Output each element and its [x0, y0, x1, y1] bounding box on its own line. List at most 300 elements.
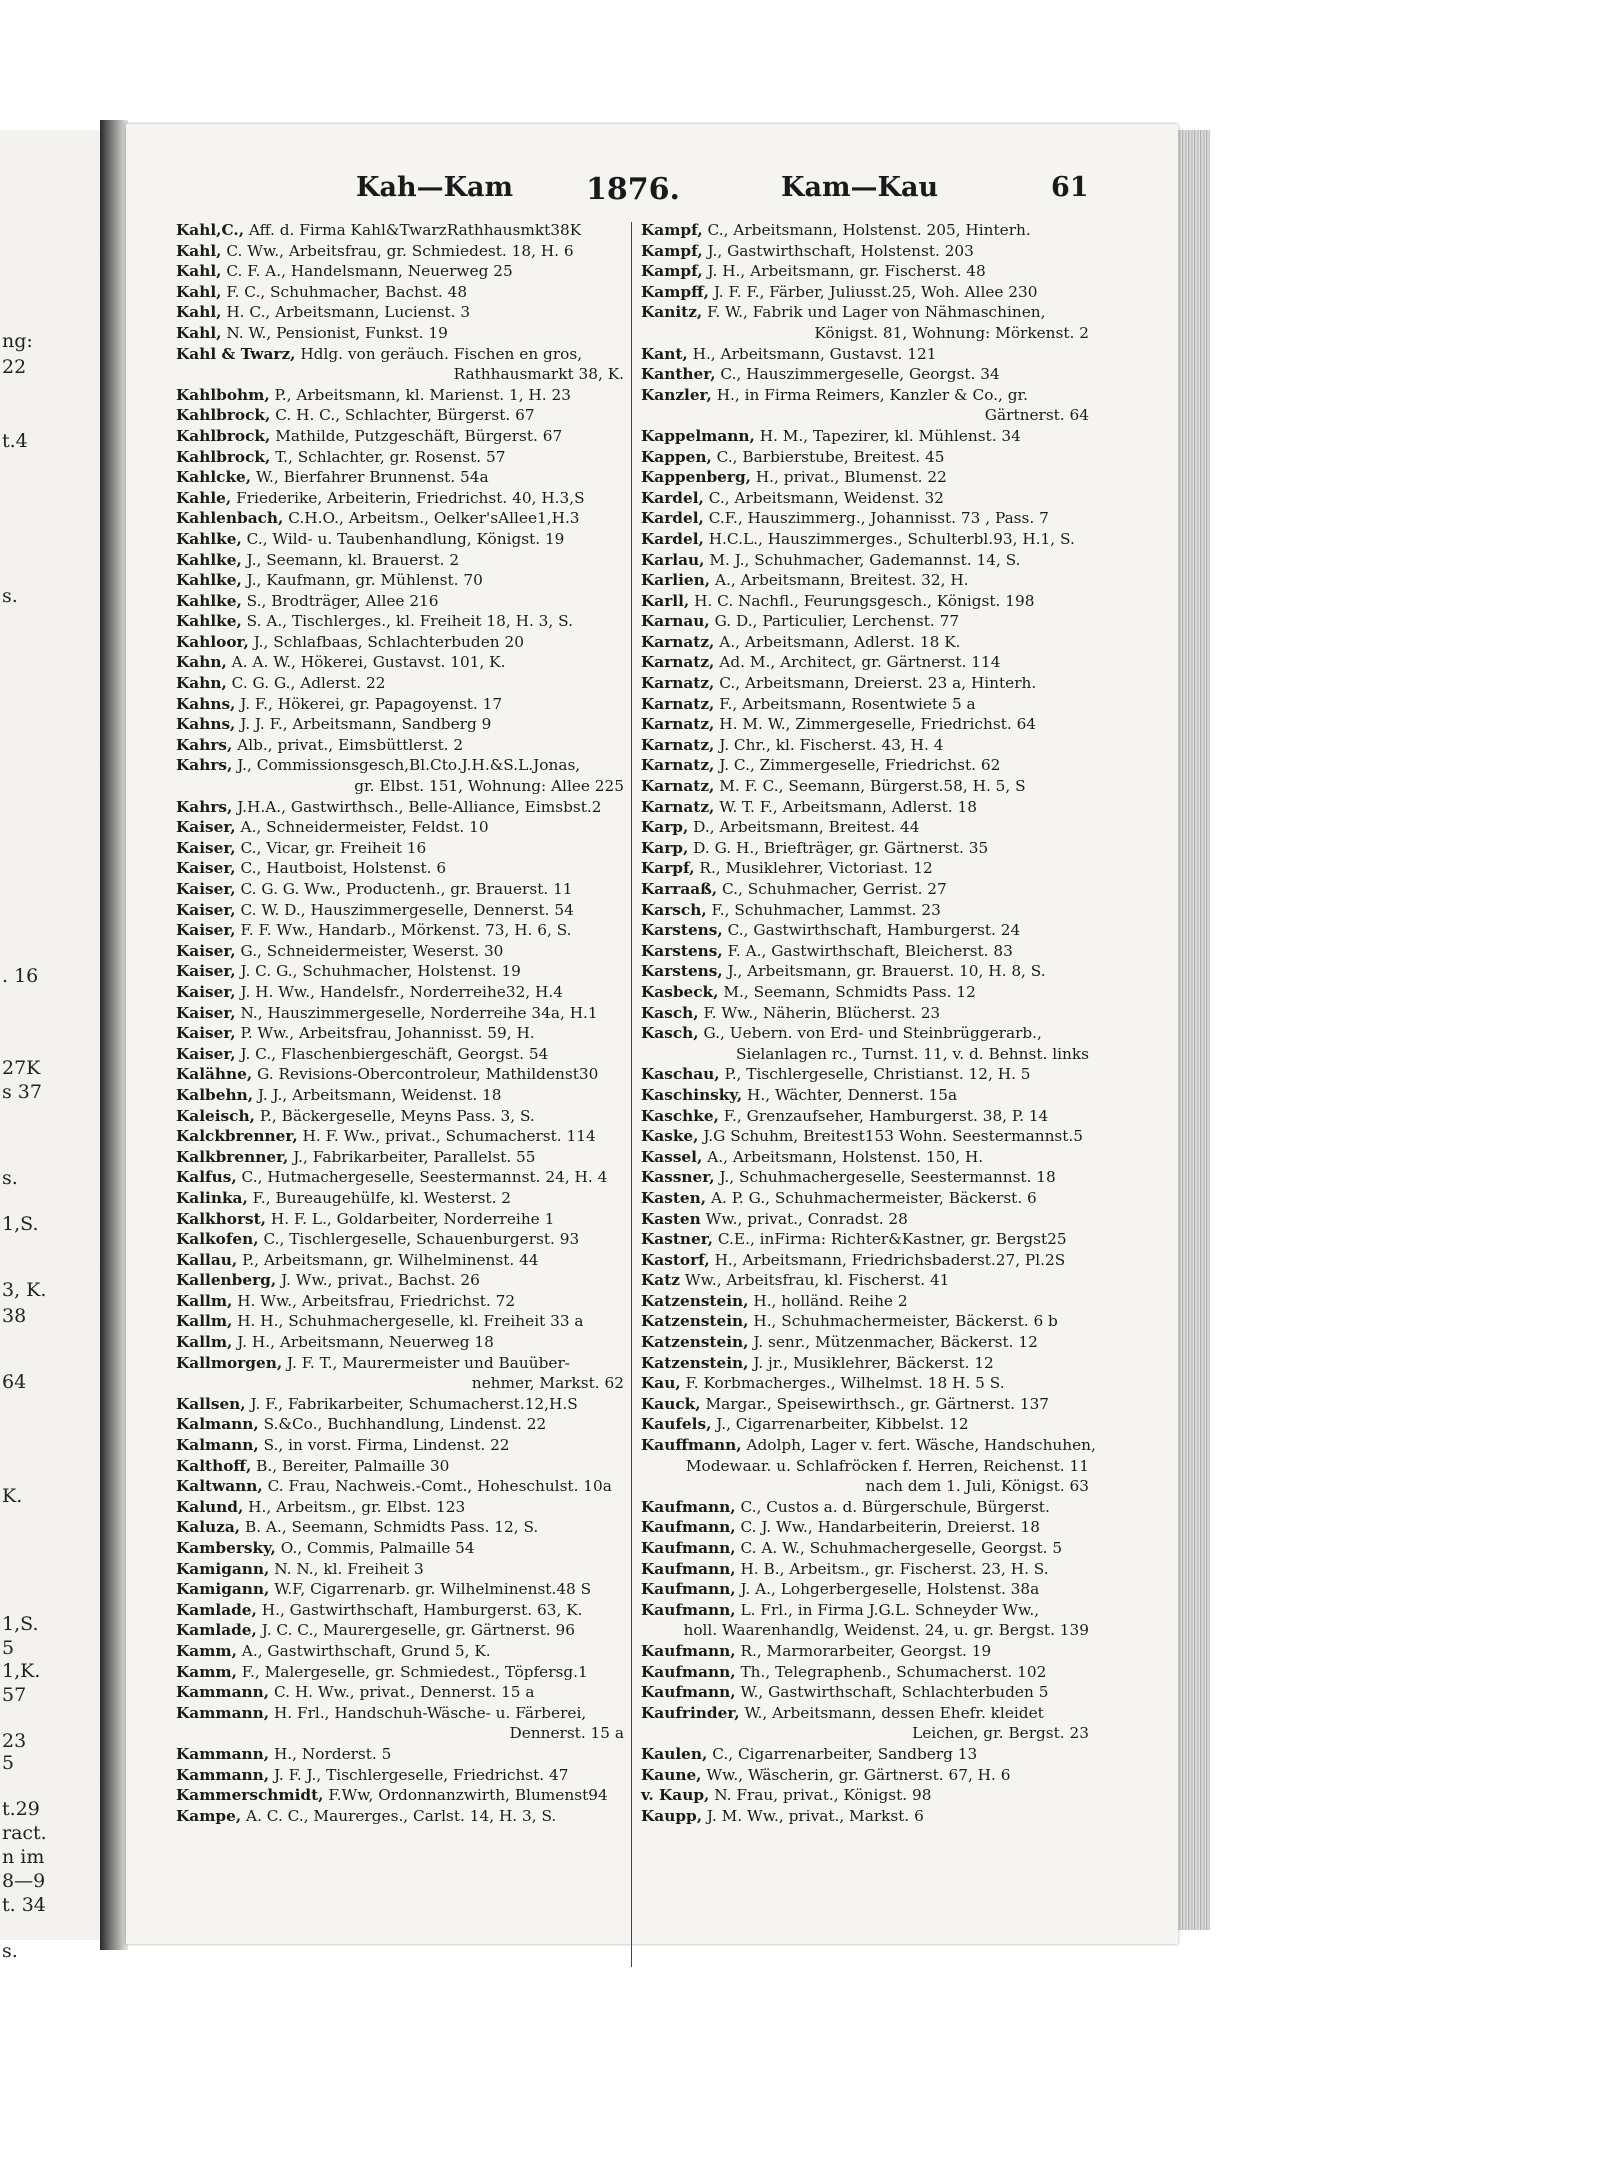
directory-entry	[641, 1435, 1096, 1456]
directory-entry	[641, 1085, 1089, 1106]
entry-details: F. F. Ww., Handarb., Mörkenst. 73, H. 6, S.	[240, 921, 572, 940]
entry-details: C., Schuhmacher, Gerrist. 27	[721, 880, 947, 898]
directory-entry	[641, 797, 1089, 818]
entry-details: H. H., Schuhmachergeselle, kl. Freiheit 33 a	[237, 1312, 584, 1331]
left-page-fragment: 1,S.	[2, 1213, 39, 1235]
entry-details: H., privat., Blumenst. 22	[755, 468, 947, 487]
entry-name: Kahlbrock,	[176, 447, 271, 466]
entry-details: C., Tischlergeselle, Schauenburgerst. 93	[263, 1230, 580, 1249]
entry-details: F., Bureaugehülfe, kl. Westerst. 2	[252, 1188, 512, 1207]
entry-details: J. H., Arbeitsmann, gr. Fischerst. 48	[707, 262, 986, 281]
entry-details: J., Kaufmann, gr. Mühlenst. 70	[246, 571, 483, 590]
left-page-fragment: 57	[2, 1684, 27, 1706]
entry-name: Kaufmann,	[641, 1580, 736, 1599]
entry-details: J. C. C., Maurergeselle, gr. Gärtnerst. 96	[261, 1621, 576, 1640]
directory-entry	[176, 220, 624, 241]
entry-details: C., Arbeitsmann, Weidenst. 32	[708, 488, 944, 507]
directory-entry	[641, 941, 1089, 962]
entry-name: Kastner,	[641, 1230, 714, 1249]
entry-name: Kaufmann,	[641, 1497, 736, 1516]
directory-entry	[176, 1003, 624, 1024]
directory-entry	[176, 1517, 624, 1538]
entry-name: Kaufmann,	[641, 1559, 736, 1578]
directory-entry	[176, 467, 624, 488]
directory-entry	[641, 694, 1089, 715]
entry-name: Kaupp,	[641, 1806, 703, 1825]
entry-details: J. senr., Mützenmacher, Bäckerst. 12	[753, 1333, 1038, 1352]
directory-entry	[641, 1703, 1089, 1724]
directory-entry	[176, 652, 624, 673]
entry-name: Kaschau,	[641, 1065, 720, 1084]
entry-details: Margar., Speisewirthsch., gr. Gärtnerst. 137	[705, 1394, 1050, 1413]
entry-details: H. M., Tapezirer, kl. Mühlenst. 34	[759, 426, 1021, 445]
entry-details: J. C., Zimmergeselle, Friedrichst. 62	[719, 756, 1001, 775]
entry-details: B. A., Seemann, Schmidts Pass. 12, S.	[244, 1518, 539, 1537]
entry-details: A. A. W., Hökerei, Gustavst. 101, K.	[231, 653, 506, 672]
entry-details: S., in vorst. Firma, Lindenst. 22	[263, 1436, 510, 1455]
directory-entry	[176, 529, 624, 550]
directory-entry	[176, 1538, 624, 1559]
entry-details: M., Seemann, Schmidts Pass. 12	[723, 982, 976, 1001]
directory-entry	[176, 611, 624, 632]
entry-details: H., Arbeitsmann, Gustavst. 121	[692, 344, 937, 363]
entry-details: D. G. H., Briefträger, gr. Gärtnerst. 35	[693, 838, 989, 857]
directory-entry	[176, 735, 624, 756]
directory-entry	[176, 961, 624, 982]
directory-entry	[176, 920, 624, 941]
directory-entry	[176, 900, 624, 921]
entry-name: Karnatz,	[641, 715, 715, 734]
entry-details: Ww., privat., Conradst. 28	[705, 1209, 908, 1228]
directory-entry	[641, 282, 1089, 303]
directory-entry	[641, 591, 1089, 612]
entry-details: M. J., Schuhmacher, Gademannst. 14, S.	[709, 550, 1021, 569]
entry-details: C. Frau, Nachweis.-Comt., Hoheschulst. 10a	[267, 1477, 612, 1496]
entry-name: Kardel,	[641, 509, 704, 528]
entry-name: Kampf,	[641, 262, 703, 281]
entry-details: W., Gastwirthschaft, Schlachterbuden 5	[740, 1683, 1049, 1702]
entry-details: J.H.A., Gastwirthsch., Belle-Alliance, Eimsbst.2	[237, 797, 602, 816]
entry-details: R., Musiklehrer, Victoriast. 12	[699, 859, 933, 878]
entry-details: H. F. L., Goldarbeiter, Norderreihe 1	[270, 1209, 555, 1228]
entry-name: Kauck,	[641, 1394, 701, 1413]
left-column	[176, 220, 624, 1826]
entry-name: Kammann,	[176, 1683, 270, 1702]
entry-name: Kaiser,	[176, 982, 236, 1001]
entry-name: Kalbehn,	[176, 1085, 254, 1104]
entry-details: C., Vicar, gr. Freiheit 16	[240, 838, 427, 857]
directory-entry	[176, 1394, 624, 1415]
entry-name: Kalfus,	[176, 1168, 237, 1187]
directory-entry	[641, 1126, 1089, 1147]
entry-name: Karnatz,	[641, 756, 715, 775]
directory-entry	[176, 838, 624, 859]
directory-entry	[176, 1188, 624, 1209]
entry-details: C.H.O., Arbeitsm., Oelker'sAllee1,H.3	[288, 509, 580, 528]
directory-entry	[641, 1682, 1089, 1703]
directory-entry	[176, 1167, 624, 1188]
entry-details: Sielanlagen rc., Turnst. 11, v. d. Behnst. links	[735, 1044, 1089, 1063]
entry-name: Kaufmann,	[641, 1600, 736, 1619]
entry-name: Katzenstein,	[641, 1353, 749, 1372]
directory-entry	[176, 694, 624, 715]
directory-entry	[176, 1044, 624, 1065]
left-page-fragment: s.	[2, 1940, 18, 1962]
entry-details: P., Arbeitsmann, kl. Marienst. 1, H. 23	[274, 385, 571, 404]
entry-details: W., Bierfahrer Brunnenst. 54a	[256, 468, 489, 487]
directory-entry	[641, 323, 1089, 344]
entry-name: Kalkbrenner,	[176, 1147, 289, 1166]
entry-name: Kahrs,	[176, 797, 233, 816]
entry-details: S.&Co., Buchhandlung, Lindenst. 22	[263, 1415, 547, 1434]
left-page-fragment: K.	[2, 1485, 23, 1507]
directory-entry	[641, 817, 1089, 838]
entry-details: J. C., Flaschenbiergeschäft, Georgst. 54	[240, 1044, 549, 1063]
entry-details: J., Fabrikarbeiter, Parallelst. 55	[293, 1147, 536, 1166]
entry-details: gr. Elbst. 151, Wohnung: Allee 225	[354, 777, 624, 796]
entry-name: Kahlcke,	[176, 468, 252, 487]
column-divider	[631, 222, 632, 1967]
directory-entry	[176, 282, 624, 303]
entry-name: Kaiser,	[176, 900, 236, 919]
entry-details: J. F., Hökerei, gr. Papagoyenst. 17	[240, 694, 503, 713]
entry-name: Kaufels,	[641, 1415, 712, 1434]
entry-details: L. Frl., in Firma J.G.L. Schneyder Ww.,	[740, 1600, 1040, 1619]
entry-name: Karraaß,	[641, 880, 718, 898]
entry-name: Kahlke,	[176, 529, 242, 548]
directory-entry	[641, 755, 1089, 776]
entry-name: Kallm,	[176, 1291, 233, 1310]
entry-name: Kahl,	[176, 241, 222, 260]
entry-details: S. A., Tischlerges., kl. Freiheit 18, H. 3, S.	[246, 612, 573, 631]
entry-name: Kamigann,	[176, 1580, 270, 1599]
entry-details: F. Ww., Näherin, Blücherst. 23	[703, 1003, 941, 1022]
directory-entry	[176, 447, 624, 468]
entry-details: C. G. G. Ww., Productenh., gr. Brauerst. 11	[240, 880, 573, 898]
directory-entry	[641, 261, 1089, 282]
entry-name: Kaschke,	[641, 1106, 719, 1125]
entry-details: F.Ww, Ordonnanzwirth, Blumenst94	[328, 1786, 608, 1805]
entry-name: Kampe,	[176, 1806, 242, 1825]
left-page-fragment: n im	[2, 1846, 45, 1868]
entry-details: Ww., Arbeitsfrau, kl. Fischerst. 41	[684, 1271, 950, 1290]
entry-details: J., Seemann, kl. Brauerst. 2	[246, 550, 460, 569]
entry-name: Kaiser,	[176, 859, 236, 878]
entry-name: Kahle,	[176, 488, 232, 507]
entry-details: R., Marmorarbeiter, Georgst. 19	[740, 1641, 992, 1660]
entry-details: C. H. Ww., privat., Dennerst. 15 a	[273, 1683, 535, 1702]
entry-name: Kampf,	[641, 241, 703, 260]
directory-entry	[176, 1744, 624, 1765]
directory-entry	[641, 652, 1089, 673]
entry-name: Kaiser,	[176, 880, 236, 898]
entry-details: A., Gastwirthschaft, Grund 5, K.	[241, 1641, 491, 1660]
directory-entry	[641, 1579, 1089, 1600]
entry-name: Kahl,	[176, 262, 222, 281]
directory-entry	[641, 714, 1089, 735]
directory-page	[126, 124, 1178, 1944]
entry-name: Karp,	[641, 818, 689, 837]
entry-name: Kau,	[641, 1374, 681, 1393]
directory-entry	[176, 1064, 624, 1085]
directory-entry	[176, 1209, 624, 1230]
entry-name: Kahns,	[176, 715, 236, 734]
directory-entry	[176, 1126, 624, 1147]
left-page-fragment: s.	[2, 1167, 18, 1189]
directory-entry	[641, 1023, 1089, 1044]
entry-details: F. Korbmacherges., Wilhelmst. 18 H. 5 S.	[685, 1374, 1005, 1393]
entry-details: H. Frl., Handschuh-Wäsche- u. Färberei,	[273, 1703, 587, 1722]
left-page-fragment: 22	[2, 356, 27, 378]
directory-entry	[641, 1641, 1089, 1662]
entry-details: N. W., Pensionist, Funkst. 19	[226, 323, 448, 342]
left-page-fragment: t. 34	[2, 1894, 46, 1916]
directory-entry	[641, 1188, 1089, 1209]
entry-details: J., Cigarrenarbeiter, Kibbelst. 12	[716, 1415, 969, 1434]
entry-name: Kant,	[641, 344, 688, 363]
entry-name: Kampff,	[641, 282, 709, 301]
directory-entry	[176, 488, 624, 509]
entry-details: C., Hautboist, Holstenst. 6	[240, 859, 447, 878]
directory-entry	[641, 1044, 1089, 1065]
entry-name: Kasch,	[641, 1024, 699, 1043]
entry-name: Karsch,	[641, 900, 707, 919]
directory-entry	[176, 1270, 624, 1291]
entry-name: Kahlke,	[176, 550, 242, 569]
directory-entry	[641, 982, 1089, 1003]
page-header	[126, 172, 1178, 212]
entry-name: Karll,	[641, 591, 690, 610]
directory-entry	[641, 302, 1089, 323]
entry-name: Kahlenbach,	[176, 509, 284, 528]
directory-entry	[641, 1291, 1089, 1312]
entry-name: Kaufmann,	[641, 1641, 736, 1660]
entry-details: C., Barbierstube, Breitest. 45	[716, 447, 945, 466]
directory-entry	[641, 1373, 1089, 1394]
entry-name: Karstens,	[641, 962, 723, 981]
entry-details: Mathilde, Putzgeschäft, Bürgerst. 67	[275, 426, 563, 445]
entry-name: Kappen,	[641, 447, 712, 466]
entry-name: Kanitz,	[641, 303, 703, 322]
left-page-fragment: 27K	[2, 1057, 41, 1079]
entry-name: Kaufmann,	[641, 1518, 736, 1537]
directory-entry	[176, 1703, 624, 1724]
directory-entry	[641, 1744, 1089, 1765]
entry-name: Kahl,	[176, 303, 222, 322]
directory-entry	[641, 405, 1089, 426]
directory-entry	[176, 1620, 624, 1641]
entry-name: Kasch,	[641, 1003, 699, 1022]
entry-details: Ww., Wäscherin, gr. Gärtnerst. 67, H. 6	[706, 1765, 1011, 1784]
entry-details: H. C. Nachfl., Feurungsgesch., Königst. 198	[694, 591, 1035, 610]
entry-details: Leichen, gr. Bergst. 23	[912, 1724, 1089, 1743]
directory-entry	[641, 1662, 1089, 1683]
left-page-fragment: 5	[2, 1637, 15, 1659]
entry-details: P., Arbeitsmann, gr. Wilhelminenst. 44	[242, 1250, 539, 1269]
directory-entry	[641, 900, 1089, 921]
book-gutter	[100, 120, 128, 1950]
entry-name: Kaiser,	[176, 962, 236, 981]
directory-entry	[176, 1250, 624, 1271]
directory-entry	[176, 1456, 624, 1477]
entry-details: holl. Waarenhandlg, Weidenst. 24, u. gr. Bergst. 139	[683, 1621, 1089, 1640]
entry-name: Kalthoff,	[176, 1456, 252, 1475]
entry-name: Kamlade,	[176, 1600, 257, 1619]
directory-entry	[641, 1497, 1089, 1518]
entry-details: J. J. F., Arbeitsmann, Sandberg 9	[240, 715, 492, 734]
entry-name: Kastorf,	[641, 1250, 710, 1269]
entry-details: J., Gastwirthschaft, Holstenst. 203	[707, 241, 974, 260]
directory-entry	[176, 591, 624, 612]
entry-name: Kappenberg,	[641, 468, 751, 487]
entry-name: Kahrs,	[176, 735, 233, 754]
directory-entry	[641, 570, 1089, 591]
directory-entry	[176, 1600, 624, 1621]
entry-details: G. D., Particulier, Lerchenst. 77	[714, 612, 960, 631]
entry-details: H., Gastwirthschaft, Hamburgerst. 63, K.	[261, 1600, 583, 1619]
directory-entry	[641, 1394, 1089, 1415]
left-page-fragment: 8—9	[2, 1870, 46, 1892]
entry-details: N. N., kl. Freiheit 3	[274, 1559, 424, 1578]
directory-entry	[176, 344, 624, 365]
entry-name: Kahn,	[176, 653, 227, 672]
directory-entry	[176, 632, 624, 653]
entry-details: J. jr., Musiklehrer, Bäckerst. 12	[753, 1353, 994, 1372]
entry-name: Karlau,	[641, 550, 705, 569]
directory-entry	[176, 1023, 624, 1044]
directory-entry	[176, 941, 624, 962]
entry-details: G. Revisions-Obercontroleur, Mathildenst30	[257, 1065, 599, 1084]
entry-name: Kahrs,	[176, 756, 233, 775]
directory-entry	[176, 1435, 624, 1456]
directory-entry	[176, 1106, 624, 1127]
entry-name: Kalund,	[176, 1497, 244, 1516]
directory-entry	[176, 714, 624, 735]
page-number: 61	[1051, 172, 1089, 203]
entry-name: Kallmorgen,	[176, 1353, 283, 1372]
left-page-fragment: . 16	[2, 965, 39, 987]
entry-name: Kammerschmidt,	[176, 1786, 324, 1805]
directory-entry	[641, 550, 1089, 571]
entry-name: Karnatz,	[641, 694, 715, 713]
entry-name: Karlien,	[641, 571, 711, 590]
entry-details: W. T. F., Arbeitsmann, Adlerst. 18	[719, 797, 977, 816]
entry-name: Kallm,	[176, 1333, 233, 1352]
entry-details: Adolph, Lager v. fert. Wäsche, Handschuhen,	[746, 1436, 1096, 1455]
entry-details: Modewaar. u. Schlafröcken f. Herren, Reichenst. 11	[685, 1456, 1089, 1475]
directory-entry	[176, 797, 624, 818]
left-page-fragment: 1,K.	[2, 1660, 41, 1682]
directory-entry	[176, 426, 624, 447]
directory-entry	[641, 1147, 1089, 1168]
entry-details: J. C. G., Schuhmacher, Holstenst. 19	[240, 962, 521, 981]
entry-details: H.C.L., Hauszimmerges., Schulterbl.93, H.1, S.	[708, 529, 1075, 548]
entry-name: Kaske,	[641, 1127, 699, 1146]
entry-details: J., Schlafbaas, Schlachterbuden 20	[253, 632, 524, 651]
directory-entry	[176, 1785, 624, 1806]
directory-entry	[176, 550, 624, 571]
entry-name: Kalinka,	[176, 1188, 248, 1207]
entry-name: Kallenberg,	[176, 1271, 277, 1290]
left-page-fragment: s 37	[2, 1081, 42, 1103]
entry-details: J., Commissionsgesch,Bl.Cto.J.H.&S.L.Jonas,	[237, 756, 581, 775]
entry-details: H., Arbeitsm., gr. Elbst. 123	[248, 1497, 466, 1516]
entry-details: F., Arbeitsmann, Rosentwiete 5 a	[719, 694, 976, 713]
entry-name: Kahn,	[176, 674, 227, 693]
directory-entry	[176, 1373, 624, 1394]
left-page-fragment: ract.	[2, 1822, 47, 1844]
directory-entry	[176, 1765, 624, 1786]
directory-entry	[176, 1806, 624, 1827]
entry-details: J. J., Arbeitsmann, Weidenst. 18	[257, 1085, 502, 1104]
entry-details: F., Schuhmacher, Lammst. 23	[711, 900, 941, 919]
entry-details: O., Commis, Palmaille 54	[280, 1539, 475, 1557]
entry-name: Kaiser,	[176, 1024, 236, 1043]
directory-entry	[641, 879, 1089, 900]
directory-entry	[176, 261, 624, 282]
entry-details: J. F. F., Färber, Juliusst.25, Woh. Allee 230	[713, 282, 1038, 301]
entry-details: F., Grenzaufseher, Hamburgerst. 38, P. 14	[723, 1106, 1049, 1125]
entry-details: H. B., Arbeitsm., gr. Fischerst. 23, H. S.	[740, 1559, 1049, 1578]
directory-entry	[641, 920, 1089, 941]
entry-name: Kaulen,	[641, 1744, 708, 1763]
directory-entry	[176, 1476, 624, 1497]
directory-entry	[641, 1806, 1089, 1827]
entry-details: J. Ww., privat., Bachst. 26	[281, 1271, 480, 1290]
directory-entry	[176, 385, 624, 406]
entry-name: Kaiser,	[176, 818, 236, 837]
directory-entry	[176, 1723, 624, 1744]
entry-details: Rathhausmarkt 38, K.	[453, 365, 624, 384]
entry-name: Kahloor,	[176, 632, 249, 651]
entry-name: Kahlbrock,	[176, 406, 271, 425]
directory-entry	[176, 241, 624, 262]
directory-entry	[641, 1229, 1089, 1250]
entry-details: P. Ww., Arbeitsfrau, Johannisst. 59, H.	[240, 1024, 535, 1043]
directory-entry	[641, 1353, 1089, 1374]
entry-name: Kasten,	[641, 1188, 707, 1207]
directory-entry	[641, 1311, 1089, 1332]
entry-details: H. M. W., Zimmergeselle, Friedrichst. 64	[719, 715, 1037, 734]
entry-details: Gärtnerst. 64	[984, 406, 1089, 425]
entry-name: Kassner,	[641, 1168, 715, 1187]
directory-entry	[641, 611, 1089, 632]
directory-entry	[176, 405, 624, 426]
entry-details: H., Arbeitsmann, Friedrichsbaderst.27, Pl.2S	[714, 1250, 1066, 1269]
entry-name: Kambersky,	[176, 1539, 276, 1557]
entry-details: C. G. G., Adlerst. 22	[231, 674, 386, 693]
entry-name: Kalmann,	[176, 1415, 259, 1434]
entry-name: Kanzler,	[641, 385, 712, 404]
entry-name: Karnatz,	[641, 632, 715, 651]
directory-entry	[176, 570, 624, 591]
entry-name: Kamm,	[176, 1662, 237, 1681]
entry-details: P., Bäckergeselle, Meyns Pass. 3, S.	[259, 1106, 535, 1125]
entry-details: J., Schuhmachergeselle, Seestermannst. 18	[719, 1168, 1056, 1187]
entry-details: C.F., Hauszimmerg., Johannisst. 73 , Pass. 7	[708, 509, 1049, 528]
directory-entry	[641, 1476, 1089, 1497]
entry-details: nehmer, Markst. 62	[471, 1374, 624, 1393]
directory-entry	[641, 1785, 1089, 1806]
directory-entry	[641, 1517, 1089, 1538]
entry-name: Kahl,C.,	[176, 221, 245, 239]
entry-name: Kahl,	[176, 282, 222, 301]
entry-name: Karnau,	[641, 612, 710, 631]
entry-details: Aff. d. Firma Kahl&TwarzRathhausmkt38K	[248, 221, 582, 239]
entry-name: Kardel,	[641, 529, 704, 548]
entry-name: Kahlbohm,	[176, 385, 270, 404]
entry-name: Kamlade,	[176, 1621, 257, 1640]
